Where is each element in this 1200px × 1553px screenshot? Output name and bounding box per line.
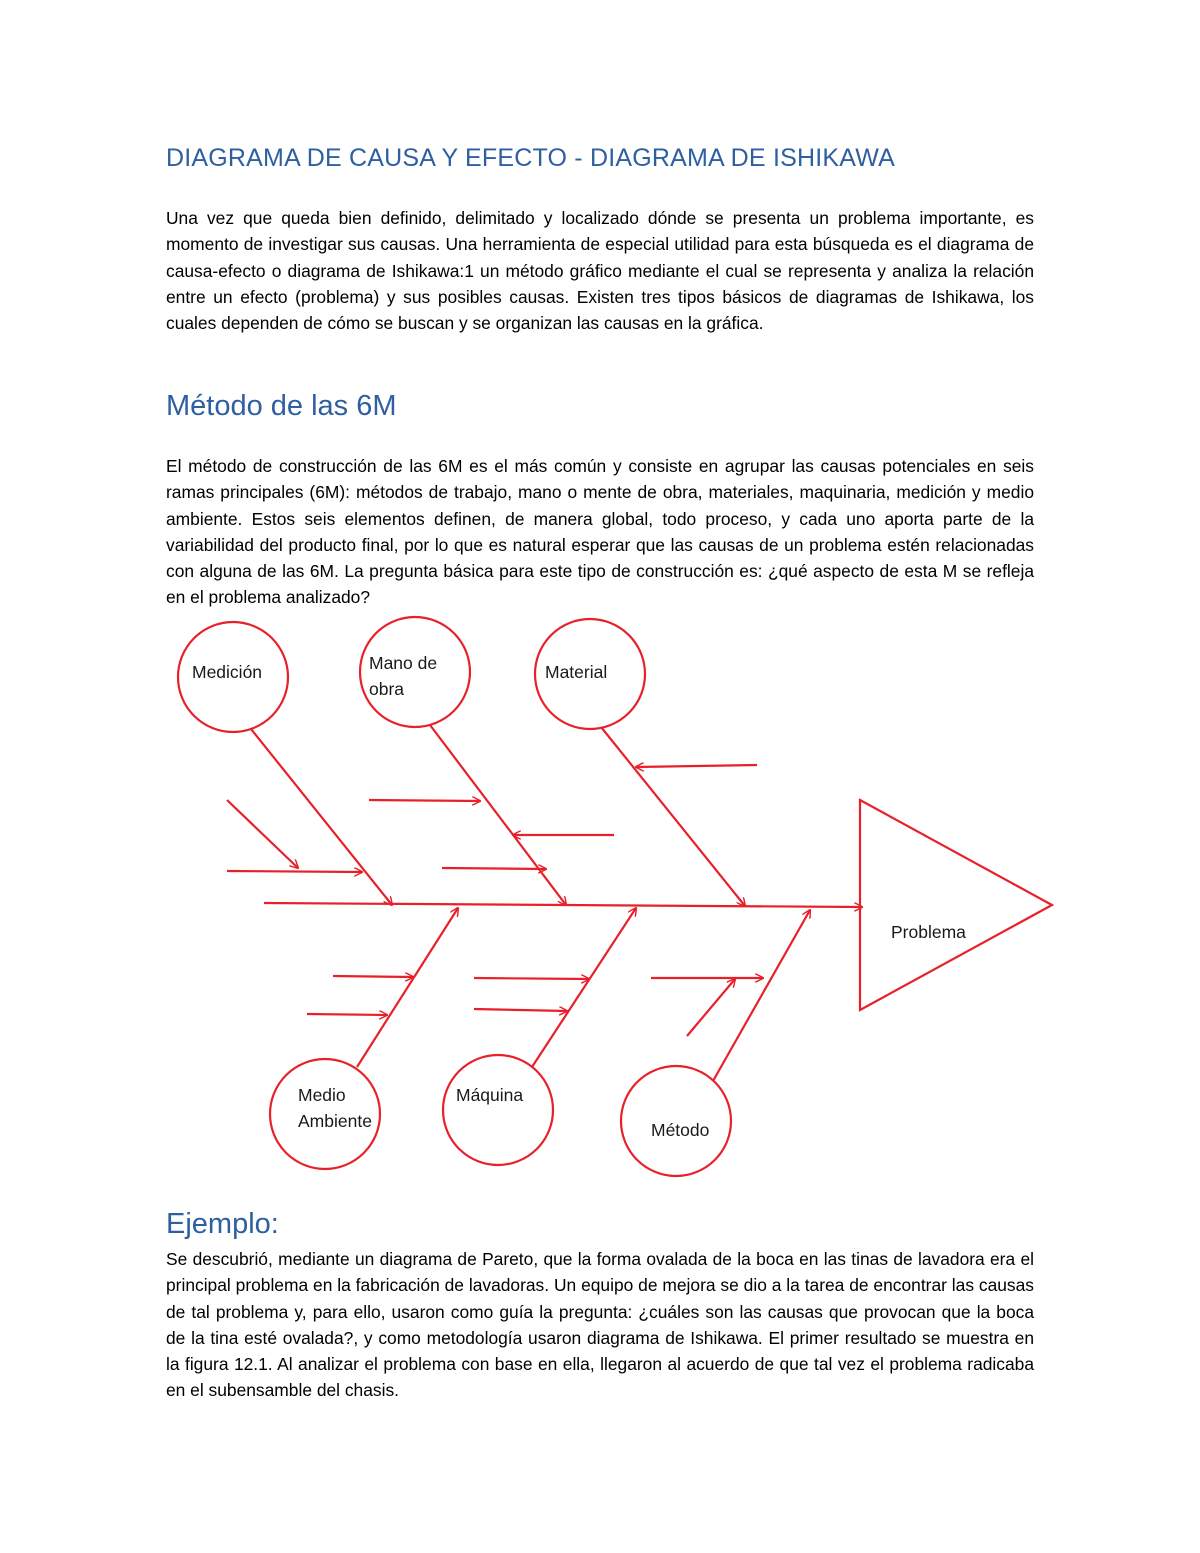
branch-medicion	[251, 729, 392, 905]
cause-label-medicion: Medición	[192, 662, 263, 682]
cause-label-material: Material	[545, 662, 608, 682]
cause-circle-maquina	[443, 1055, 553, 1165]
branch-metodo	[713, 910, 810, 1081]
subcause-arrow	[474, 1009, 567, 1011]
subcause-arrow	[636, 765, 757, 767]
subcause-arrow	[687, 979, 735, 1036]
section-heading-6m: Método de las 6M	[166, 390, 397, 422]
document-title: DIAGRAMA DE CAUSA Y EFECTO - DIAGRAMA DE ISHIKAWA	[166, 144, 895, 172]
section-6m-paragraph: El método de construcción de las 6M es el más común y consiste en agrupar las causas potenciales en seis ramas principales (6M): métodos de trabajo, mano o mente de obra, materiales, maquinaria, medición y medio ambiente. Estos seis elementos definen, de manera global, todo proceso, y cada uno aporta parte de la variabilidad del producto final, por lo que es natural esperar que las causas de un problema estén relacionadas con alguna de las 6M. La pregunta básica para este tipo de construcción es: ¿qué aspecto de esta M se refleja en el problema analizado?	[166, 456, 1034, 608]
ishikawa-diagram	[160, 615, 1070, 1195]
subcause-arrow	[307, 1014, 387, 1015]
cause-label-maquina: Máquina	[456, 1085, 524, 1105]
effect-triangle	[860, 800, 1052, 1010]
cause-label-mano-obra-line1: Mano de	[369, 653, 438, 673]
cause-label-mano-obra-line2: obra	[369, 679, 405, 699]
cause-label-medio-line2: Ambiente	[298, 1111, 372, 1131]
section-heading-ejemplo: Ejemplo:	[166, 1208, 279, 1240]
example-paragraph: Se descubrió, mediante un diagrama de Pareto, que la forma ovalada de la boca en las tinas de lavadora era el principal problema en la fabricación de lavadoras. Un equipo de mejora se dio a la tarea de encontrar las causas de tal problema y, para ello, usaron como guía la pregunta: ¿cuáles son las causas que provocan que la boca de la tina esté ovalada?, y como metodología usaron diagrama de Ishikawa. El primer resultado se muestra en la figura 12.1. Al analizar el problema con base en ella, llegaron al acuerdo de que tal vez el problema radicaba en el subensamble del chasis.	[166, 1249, 1034, 1401]
branch-mano-obra	[430, 725, 566, 905]
subcause-arrow	[442, 868, 546, 869]
subcause-arrow	[474, 978, 589, 979]
subcause-arrow	[227, 871, 362, 872]
branch-maquina	[532, 908, 636, 1067]
subcause-arrow	[369, 800, 480, 801]
spine-line	[264, 903, 862, 907]
branch-material	[601, 727, 745, 906]
cause-label-medio-line1: Medio	[298, 1085, 346, 1105]
subcause-arrow	[333, 976, 413, 977]
branch-medio-ambiente	[357, 908, 458, 1067]
intro-paragraph: Una vez que queda bien definido, delimitado y localizado dónde se presenta un problema importante, es momento de investigar sus causas. Una herramienta de especial utilidad para esta búsqueda es el diagrama de causa-efecto o diagrama de Ishikawa:1 un método gráfico mediante el cual se representa y analiza la relación entre un efecto (problema) y sus posibles causas. Existen tres tipos básicos de diagramas de Ishikawa, los cuales dependen de cómo se buscan y se organizan las causas en la gráfica.	[166, 208, 1034, 334]
effect-label: Problema	[891, 922, 966, 942]
cause-label-metodo: Método	[651, 1120, 710, 1140]
subcause-arrow	[227, 800, 298, 868]
